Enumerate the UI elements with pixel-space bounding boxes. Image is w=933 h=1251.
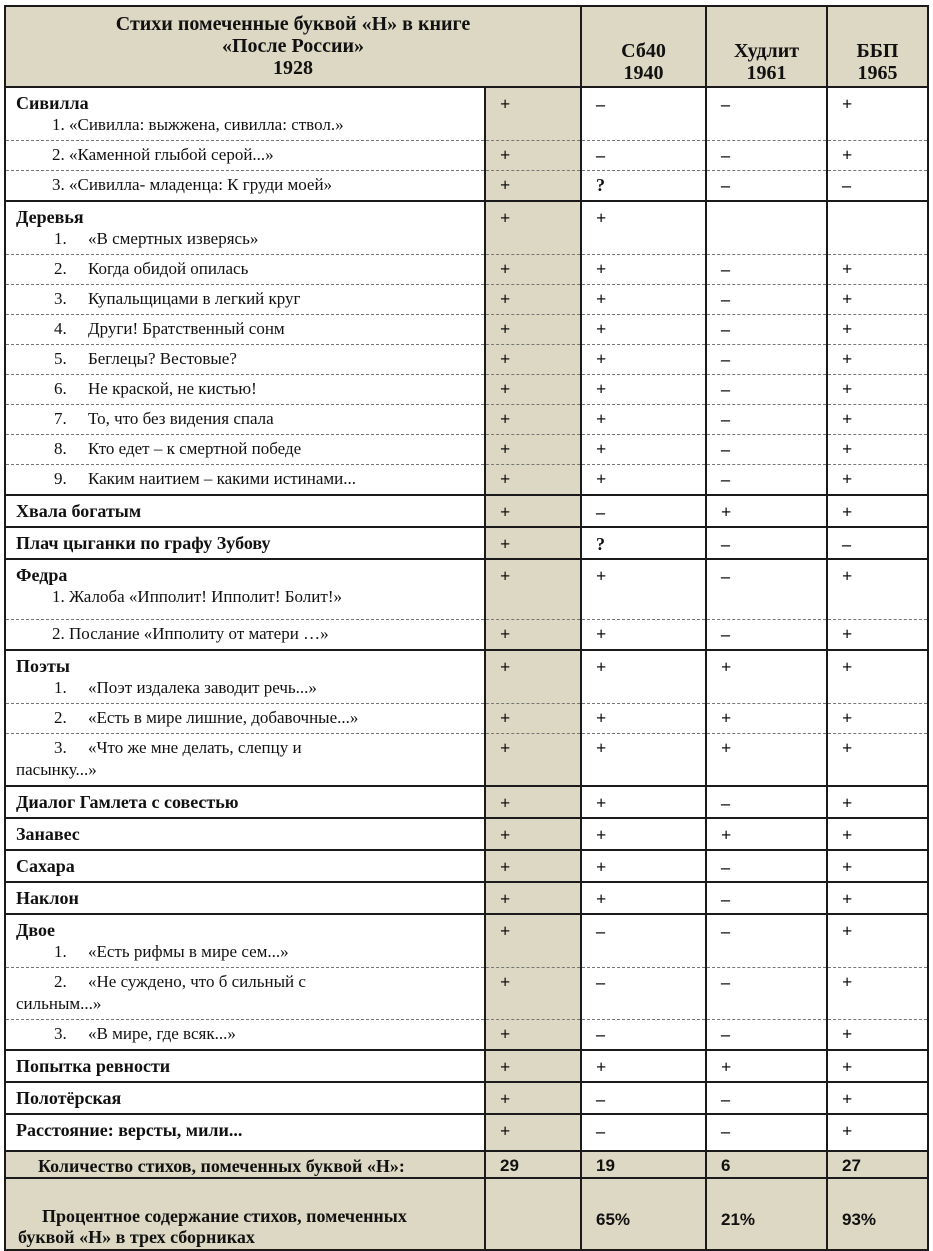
poem-title: Федра [16,565,68,585]
poem-cell [5,786,485,818]
mark-cell: + [827,285,928,315]
mark-cell: + [827,435,928,465]
table-row [5,1082,928,1114]
item-number: 9. [54,469,67,488]
mark-cell: + [581,201,706,255]
table-row [5,882,928,914]
poem-cell [5,650,485,704]
table-row [5,171,928,202]
poem-cell [5,818,485,850]
table-row [5,733,928,786]
percent-value: 21% [706,1178,827,1250]
mark-cell: + [827,87,928,141]
poem-sub-item [16,623,480,645]
poem-sub-item [16,378,480,400]
poem-sub-item [16,288,480,310]
poem-sub-item [16,586,480,608]
item-text: 2. «Каменной глыбой серой...» [52,145,274,164]
item-text: Беглецы? Вестовые? [88,349,237,368]
mark-cell: + [827,255,928,285]
mark-cell: + [581,375,706,405]
mark-cell: – [581,495,706,527]
poems-comparison-table [4,5,929,1251]
mark-cell: + [706,650,827,704]
mark-cell: + [827,1019,928,1050]
item-number: 8. [54,439,67,458]
percent-label [5,1178,485,1250]
item-number: 2. [54,259,67,278]
mark-cell: + [581,703,706,733]
poem-cell [5,703,485,733]
poem-cell [5,527,485,559]
mark-cell: + [581,850,706,882]
item-text: Каким наитием – какими истинами... [88,469,357,488]
table-row [5,405,928,435]
poem-cell [5,1082,485,1114]
mark-cell: – [827,527,928,559]
mark-cell: – [706,345,827,375]
mark-1928: + [485,559,581,619]
poem-cell [5,914,485,968]
poem-cell [5,1050,485,1082]
poem-title: Хвала богатым [16,501,142,521]
table-row [5,375,928,405]
mark-cell: + [827,619,928,650]
table-row [5,87,928,141]
percent-row [5,1178,928,1250]
poem-cell [5,435,485,465]
mark-cell: – [706,375,827,405]
poem-title: Сивилла [16,93,89,113]
count-value: 29 [485,1151,581,1178]
poem-cell [5,1019,485,1050]
item-number: 2. [54,971,67,991]
mark-cell: – [706,527,827,559]
poem-title: Наклон [16,887,79,908]
item-number: 1. [54,941,67,961]
poem-title: Плач цыганки по графу Зубову [16,533,271,553]
poem-cell [5,201,485,255]
mark-cell: + [827,141,928,171]
mark-cell: – [581,1114,706,1151]
count-value: 27 [827,1151,928,1178]
mark-cell [827,201,928,255]
mark-cell: – [706,255,827,285]
mark-cell: – [706,1082,827,1114]
poem-title: Сахара [16,855,75,876]
mark-cell: + [827,1114,928,1151]
header-row [5,6,928,87]
poem-cell [5,850,485,882]
mark-1928: + [485,495,581,527]
percent-value: 65% [581,1178,706,1250]
mark-1928: + [485,345,581,375]
poem-title: Полотёрская [16,1087,122,1108]
mark-1928: + [485,435,581,465]
mark-cell: – [706,171,827,202]
poem-sub-item [16,318,480,340]
mark-cell: + [581,285,706,315]
mark-1928: + [485,255,581,285]
table-row [5,527,928,559]
poem-sub-item [16,228,480,250]
mark-cell: + [827,405,928,435]
header-title-line3: 1928 [273,57,313,79]
mark-cell: – [581,967,706,1019]
item-number: 1. [54,677,67,697]
poem-sub-item [16,408,480,430]
mark-1928: + [485,171,581,202]
poem-title: Двое [16,919,55,940]
poem-cell [5,171,485,202]
mark-1928: + [485,405,581,435]
mark-cell: + [827,1082,928,1114]
mark-cell: + [827,786,928,818]
mark-1928: + [485,914,581,968]
mark-cell: + [581,650,706,704]
mark-1928: + [485,465,581,496]
poem-title: Деревья [16,207,84,227]
poem-sub-item [16,438,480,460]
col-year: 1940 [623,62,664,84]
poem-cell [5,495,485,527]
table-row [5,1114,928,1151]
poem-cell [5,405,485,435]
poem-sub-item [16,258,480,280]
mark-1928: + [485,527,581,559]
header-title-line1: Стихи помеченные буквой «Н» в книге [115,13,471,35]
mark-cell: + [581,465,706,496]
mark-1928: + [485,882,581,914]
item-text: То, что без видения спала [88,409,274,428]
table-row [5,315,928,345]
table-row [5,141,928,171]
mark-cell: ? [581,527,706,559]
mark-cell: + [581,255,706,285]
mark-cell: + [827,495,928,527]
item-text: Когда обидой опилась [88,259,249,278]
poem-cell [5,375,485,405]
mark-cell: + [827,882,928,914]
table-row [5,559,928,619]
table-row [5,201,928,255]
mark-cell: + [827,967,928,1019]
mark-cell: – [706,1019,827,1050]
poem-sub-item [16,144,480,166]
header-col-hudlit [706,6,827,87]
item-number: 6. [54,379,67,398]
mark-cell: + [581,1050,706,1082]
mark-cell: + [827,1050,928,1082]
mark-cell: – [706,141,827,171]
mark-cell: + [581,405,706,435]
poem-cell [5,1114,485,1151]
percent-label-line2: буквой «Н» в трех сборниках [18,1226,255,1247]
mark-cell: + [581,733,706,786]
mark-1928: + [485,733,581,786]
table-row [5,967,928,1019]
item-text: «Есть рифмы в мире сем...» [88,941,289,961]
mark-1928: + [485,850,581,882]
table-row [5,786,928,818]
mark-1928: + [485,1019,581,1050]
mark-cell: + [706,818,827,850]
mark-cell: – [706,967,827,1019]
item-text: 1. «Сивилла: выжжена, сивилла: ствол.» [52,115,344,134]
poem-cell [5,87,485,141]
mark-cell: + [581,559,706,619]
poem-sub-item [16,1023,480,1045]
poem-cell [5,141,485,171]
mark-cell: – [706,315,827,345]
mark-1928: + [485,285,581,315]
item-number: 7. [54,409,67,428]
poem-title: Занавес [16,823,80,844]
item-text: 3. «Сивилла- младенца: К груди моей» [52,175,333,194]
mark-1928: + [485,818,581,850]
mark-cell: + [827,733,928,786]
mark-cell: ? [581,171,706,202]
poem-title: Диалог Гамлета с совестью [16,791,239,812]
mark-cell: – [581,1082,706,1114]
mark-cell [706,201,827,255]
mark-1928: + [485,967,581,1019]
count-row [5,1151,928,1178]
poem-sub-item [16,174,480,196]
poem-title: Поэты [16,655,70,676]
percent-label-line1: Процентное содержание стихов, помеченных [42,1205,407,1226]
poem-cell [5,465,485,496]
mark-cell: + [581,345,706,375]
table-row [5,255,928,285]
item-number: 3. [54,1023,67,1043]
mark-cell: + [581,818,706,850]
table-row [5,703,928,733]
mark-cell: – [706,405,827,435]
mark-cell: + [706,703,827,733]
item-text: «Поэт издалека заводит речь...» [88,677,317,697]
count-value: 19 [581,1151,706,1178]
mark-cell: + [706,1050,827,1082]
mark-cell: – [827,171,928,202]
mark-cell: + [581,882,706,914]
mark-cell: – [706,1114,827,1151]
mark-1928: + [485,1114,581,1151]
mark-cell: – [706,559,827,619]
item-text: «Что же мне делать, слепцу и [88,737,302,757]
col-name: Сб40 [621,40,666,62]
poem-sub-item [16,677,480,699]
mark-cell: – [581,141,706,171]
mark-cell: – [706,435,827,465]
mark-cell: + [827,850,928,882]
mark-cell: – [706,285,827,315]
table-row [5,435,928,465]
mark-cell: – [706,882,827,914]
mark-cell: – [706,850,827,882]
header-title-cell [5,6,581,87]
item-text: «Не суждено, что б сильный с [88,971,306,991]
header-title-line2: «После России» [221,35,365,57]
table-row [5,285,928,315]
item-text: 2. Послание «Ипполиту от матери …» [52,623,329,643]
table-row [5,818,928,850]
poem-sub-item [16,468,480,490]
mark-cell: + [827,345,928,375]
table-row [5,850,928,882]
col-year: 1961 [746,62,787,84]
mark-cell: + [827,375,928,405]
mark-cell: – [581,914,706,968]
percent-value [485,1178,581,1250]
item-text-continuation: сильным...» [16,993,102,1013]
table-row [5,465,928,496]
table-row [5,914,928,968]
mark-1928: + [485,786,581,818]
item-number: 3. [54,289,67,308]
mark-1928: + [485,87,581,141]
table-row [5,650,928,704]
mark-cell: – [581,1019,706,1050]
item-text: Не краской, не кистью! [88,379,257,398]
poem-sub-item [16,348,480,370]
mark-cell: + [581,435,706,465]
table-body [5,87,928,1151]
mark-1928: + [485,1050,581,1082]
item-number: 2. [54,707,67,727]
item-text: Кто едет – к смертной победе [88,439,302,458]
mark-cell: + [827,703,928,733]
header-col-sb40 [581,6,706,87]
mark-1928: + [485,650,581,704]
header-col-bbp [827,6,928,87]
mark-cell: + [827,650,928,704]
item-number: 5. [54,349,67,368]
table-row [5,345,928,375]
mark-1928: + [485,703,581,733]
col-name: Худлит [733,40,800,62]
table-row [5,619,928,650]
mark-cell: + [827,914,928,968]
mark-cell: – [706,786,827,818]
mark-1928: + [485,315,581,345]
mark-1928: + [485,201,581,255]
poem-sub-item [16,707,480,729]
poem-title: Расстояние: версты, мили... [16,1119,243,1140]
mark-1928: + [485,1082,581,1114]
mark-cell: – [706,619,827,650]
poem-sub-item [16,114,480,136]
col-year: 1965 [857,62,898,84]
col-name: ББП [856,40,899,62]
percent-value: 93% [827,1178,928,1250]
table-row [5,495,928,527]
item-text: «В мире, где всяк...» [88,1023,236,1043]
poem-cell [5,285,485,315]
poem-cell [5,733,485,786]
poem-sub-item [16,971,480,993]
item-text: «Есть в мире лишние, добавочные...» [88,707,359,727]
mark-cell: + [581,786,706,818]
poem-cell [5,315,485,345]
item-number: 4. [54,319,67,338]
mark-cell: + [706,495,827,527]
item-text: Други! Братственный сонм [88,319,285,338]
poem-sub-item [16,737,480,759]
item-text: 1. Жалоба «Ипполит! Ипполит! Болит!» [52,587,342,606]
poem-cell [5,619,485,650]
mark-cell: + [827,559,928,619]
mark-cell: + [827,315,928,345]
item-text: Купальщицами в легкий круг [88,289,301,308]
poem-cell [5,882,485,914]
poem-cell [5,255,485,285]
poem-cell [5,967,485,1019]
poem-cell [5,345,485,375]
poem-sub-item [16,941,480,963]
mark-1928: + [485,375,581,405]
count-label: Количество стихов, помеченных буквой «Н»: [5,1151,485,1178]
mark-cell: + [827,818,928,850]
mark-cell: – [581,87,706,141]
item-number: 3. [54,737,67,757]
mark-cell: + [827,465,928,496]
mark-1928: + [485,141,581,171]
table-row [5,1019,928,1050]
poem-cell [5,559,485,619]
poem-title: Попытка ревности [16,1055,171,1076]
mark-cell: + [581,315,706,345]
item-text-continuation: пасынку...» [16,759,97,779]
mark-1928: + [485,619,581,650]
table-row [5,1050,928,1082]
item-number: 1. [54,229,67,248]
mark-cell: + [706,733,827,786]
mark-cell: + [581,619,706,650]
mark-cell: – [706,914,827,968]
mark-cell: – [706,87,827,141]
count-value: 6 [706,1151,827,1178]
mark-cell: – [706,465,827,496]
item-text: «В смертных изверясь» [88,229,259,248]
